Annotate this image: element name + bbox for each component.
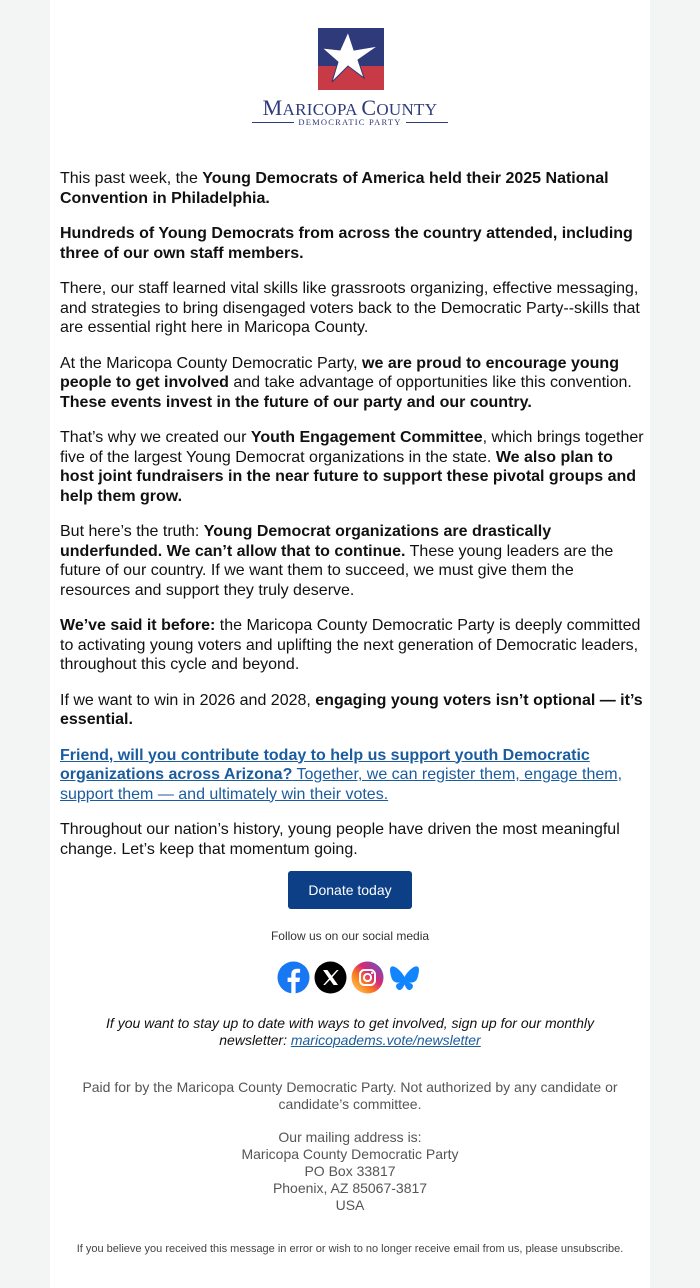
contribute-link[interactable]: Friend, will you contribute today to help us support youth Democratic organizations across Arizona? Together, we can register them, engage them, support them — and ultimately win their votes. [60,746,623,803]
paragraph: Throughout our nation’s history, young people have driven the most meaningful change. Let’s keep that momentum going. [60,821,620,858]
x-twitter-icon[interactable] [314,961,347,994]
logo-name: MARICOPA COUNTY [262,95,438,120]
paid-for-notice: Paid for by the Maricopa County Democratic Party. Not authorized by any candidate or candidate’s committee. [82,1079,618,1112]
mailing-address: Our mailing address is: Maricopa County Democratic Party PO Box 33817 Phoenix, AZ 85067-3817 USA [241,1129,459,1213]
paragraph: If we want to win in 2026 and 2028, engaging young voters isn’t optional — it’s essential. [60,691,643,728]
facebook-icon[interactable] [277,961,310,994]
paragraph: But here’s the truth: Young Democrat organizations are drastically underfunded. We can’t allow that to continue. These young leaders are the future of our country. If we want them to succeed, we must give them the resources and support they truly deserve. [60,523,614,599]
bluesky-icon[interactable] [388,961,421,994]
email-card [50,0,650,1288]
logo-subtitle: DEMOCRATIC PARTY [250,116,450,128]
paragraph: This past week, the Young Democrats of America held their 2025 National Convention in Philadelphia. [60,170,609,207]
star-logo-icon [318,28,384,90]
newsletter-link[interactable]: maricopadems.vote/newsletter [290,1032,481,1048]
email-body [60,169,644,875]
paragraph [60,746,644,805]
paragraph: There, our staff learned vital skills like grassroots organizing, effective messaging, and strategies to bring disengaged voters back to the Democratic Party--skills that are essential right here in Maricopa County. [60,280,640,336]
paragraph: At the Maricopa County Democratic Party, we are proud to encourage young people to get involved and take advantage of opportunities like this convention. These events invest in the future of our party and our country. [60,354,632,411]
instagram-icon[interactable] [351,961,384,994]
paragraph: We’ve said it before: the Maricopa County Democratic Party is deeply committed to activating young voters and uplifting the next generation of Democratic leaders, throughout this cycle and beyond. [60,617,641,673]
newsletter-note: If you want to stay up to date with ways to get involved, sign up for our monthly newsletter: maricopadems.vote/newsletter [106,1015,594,1048]
donate-button[interactable]: Donate today [288,871,412,909]
paragraph: Hundreds of Young Democrats from across the country attended, including three of our own staff members. [60,225,633,262]
follow-text: Follow us on our social media [270,929,430,943]
unsubscribe-link[interactable]: unsubscribe [560,1243,621,1255]
logo [50,28,650,128]
paragraph: That’s why we created our Youth Engagement Committee, which brings together five of the largest Young Democrat organizations in the state. We also plan to host joint fundraisers in the near future to support these pivotal groups and help them grow. [60,429,644,505]
unsubscribe-notice: If you believe you received this message in error or wish to no longer receive email from us, please unsubscribe. [76,1243,624,1255]
social-icons [277,961,425,995]
